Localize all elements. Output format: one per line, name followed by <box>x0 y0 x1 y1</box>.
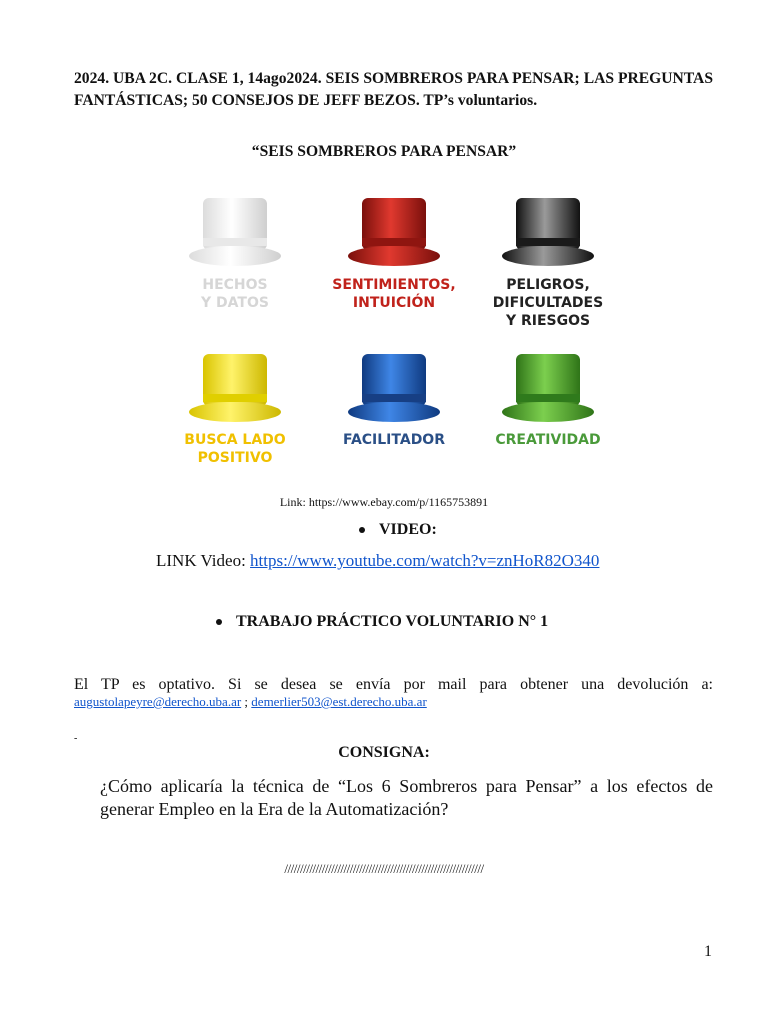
hat-label-white-line-1: HECHOS <box>202 277 268 293</box>
stray-dash: - <box>74 733 78 744</box>
document-header: 2024. UBA 2C. CLASE 1, 14ago2024. SEIS SOMBREROS PARA PENSAR; LAS PREGUNTAS FANTÁSTICAS; 50 CONSEJOS DE JEFF BEZOS. TP’s voluntarios. <box>74 70 713 109</box>
six-hats-image <box>155 186 633 476</box>
hat-label-black-line-2: DIFICULTADES <box>492 295 604 311</box>
email-separator: ; <box>241 694 252 709</box>
hat-label-green-line-1: CREATIVIDAD <box>495 432 601 448</box>
black-hat-icon <box>502 198 594 266</box>
page-number: 1 <box>704 943 712 960</box>
image-caption: Link: https://www.ebay.com/p/1165753891 <box>279 495 489 509</box>
hat-label-white-line-2: Y DATOS <box>201 295 269 311</box>
bullet-dot <box>216 619 222 625</box>
video-link[interactable]: https://www.youtube.com/watch?v=znHoR82O340 <box>250 551 600 570</box>
video-link-line <box>156 551 599 571</box>
yellow-hat-icon <box>189 354 281 422</box>
consigna-heading: CONSIGNA: <box>338 744 430 761</box>
white-hat-icon <box>189 198 281 266</box>
green-hat-icon <box>502 354 594 422</box>
consigna-question: ¿Cómo aplicaría la técnica de “Los 6 Sombreros para Pensar” a los efectos de generar Empleo en la Era de la Automatización? <box>100 776 713 819</box>
hat-label-red-line-2: INTUICIÓN <box>352 295 436 311</box>
email-link-2[interactable]: demerlier503@est.derecho.uba.ar <box>251 694 427 709</box>
tp-heading: TRABAJO PRÁCTICO VOLUNTARIO N° 1 <box>236 613 549 630</box>
hat-label-black-line-1: PELIGROS, <box>506 277 590 293</box>
blue-hat-icon <box>348 354 440 422</box>
email-line <box>74 694 427 710</box>
tp-intro: El TP es optativo. Si se desea se envía por mail para obtener una devolución a: <box>74 676 713 693</box>
red-hat-icon <box>348 198 440 266</box>
tp-bullet <box>216 613 548 631</box>
video-bullet <box>359 521 437 539</box>
hat-label-yellow-line-1: BUSCA LADO <box>184 432 286 448</box>
bullet-dot <box>359 527 365 533</box>
hat-label-blue-line-1: FACILITADOR <box>342 432 446 448</box>
hat-label-yellow-line-2: POSITIVO <box>197 450 273 466</box>
video-link-prefix: LINK Video: <box>156 551 251 570</box>
video-heading: VIDEO: <box>379 521 437 538</box>
hat-label-red-line-1: SENTIMIENTOS, <box>332 277 456 293</box>
hat-label-black-line-3: Y RIESGOS <box>505 313 591 329</box>
email-link-1[interactable]: augustolapeyre@derecho.uba.ar <box>74 694 242 709</box>
section-title: “SEIS SOMBREROS PARA PENSAR” <box>251 143 517 160</box>
separator-line: //////////////////////////////////////////////////////////////// <box>284 861 484 876</box>
